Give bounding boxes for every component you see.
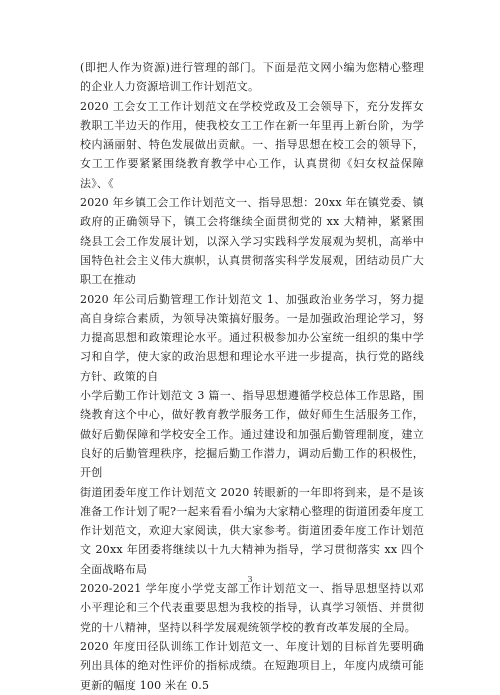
paragraph: 2020 年公司后勤管理工作计划范文 1、加强政治业务学习，努力提高自身综合素质，为领导决策搞好服务。一是加强政治理论学习，努力提高思想和政策理论水平。通过积极参加办公室统一组织的集中学习和自学，使大家的政治思想和理论水平进一步提高，执行党的路线方针、政策的自 bbox=[80, 292, 424, 383]
paragraph: 街道团委年度工作计划范文 2020 转眼新的一年即将到来，是不是该准备工作计划了呢?一起来看看小编为大家精心整理的街道团委年度工作计划范文，欢迎大家阅读，供大家参考。街道团委年度工作计划范文 20xx 年团委将继续以十九大精神为指导，学习贯彻落实 xx 四个全面战略布局 bbox=[80, 485, 424, 576]
paragraph: 2020-2021 学年度小学党支部工作计划范文一、指导思想坚持以邓小平理论和三个代表重要思想为我校的指导，认真学习领悟、并贯彻党的十八精神，坚持以科学发展观统领学校的教育改革发展的全局。 bbox=[80, 582, 424, 634]
page-number: 3 bbox=[247, 575, 253, 584]
paragraph: 2020 年度田径队训练工作计划范文一、年度计划的目标首先要明确列出具体的绝对性评价的指标成绩。在短跑项目上，年度内成绩可能更新的幅度 100 米在 0.5 bbox=[80, 639, 424, 692]
document-body bbox=[80, 58, 424, 695]
paragraph: 2020 工会女工工作计划范文在学校党政及工会领导下，充分发挥女教职工半边天的作用，使我校女工工作在新一年里再上新台阶，为学校内涵丽射、特色发展做出贡献。一、指导思想在校工会的领导下，女工工作要紧紧围绕教育教学中心工作，认真贯彻《妇女权益保障法》、《 bbox=[80, 99, 424, 190]
paragraph: 2020 年乡镇工会工作计划范文一、指导思想：20xx 年在镇党委、镇政府的正确领导下，镇工会将继续全面贯彻党的 xx 大精神，紧紧围绕县工会工作发展计划，以深入学习实践科学发展观为契机，高举中国特色社会主义伟大旗帜，认真贯彻落实科学发展观，团结动员广大职工在推动 bbox=[80, 196, 424, 287]
paragraph: (即把人作为资源)进行管理的部门。下面是范文网小编为您精心整理的企业人力资源培训工作计划范文。 bbox=[80, 61, 424, 94]
paragraph: 小学后勤工作计划范文 3 篇一、指导思想遵循学校总体工作思路，围绕教育这个中心，做好教育教学服务工作，做好师生生活服务工作，做好后勤保障和学校安全工作。通过建设和加强后勤管理制度，建立良好的后勤管理秩序，挖掘后勤工作潜力，调动后勤工作的积极性，开创 bbox=[80, 389, 424, 480]
